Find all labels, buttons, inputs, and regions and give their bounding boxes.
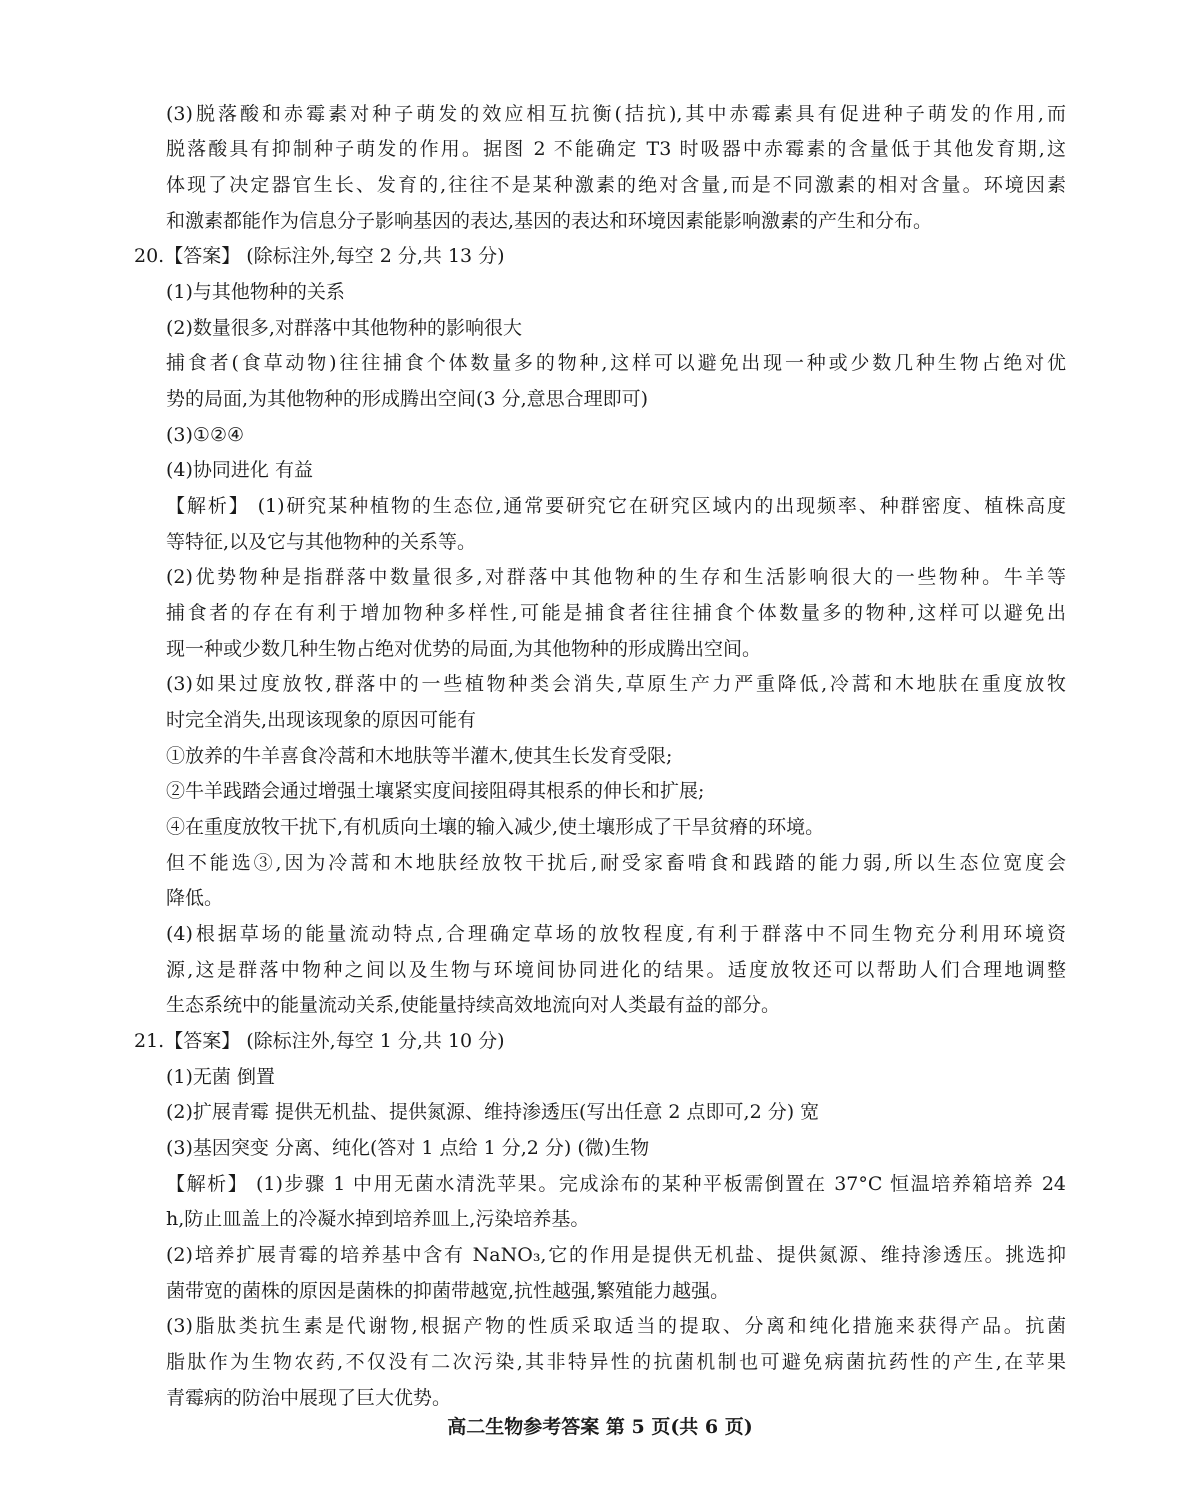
- text-line: 生态系统中的能量流动关系,使能量持续高效地流向对人类最有益的部分。: [166, 994, 781, 1016]
- text-line: (2)优势物种是指群落中数量很多,对群落中其他物种的生存和生活影响很大的一些物种。牛羊等: [166, 566, 1066, 588]
- text-line: (3)脱落酸和赤霉素对种子萌发的效应相互抗衡(拮抗),其中赤霉素具有促进种子萌发的作用,而: [166, 103, 1066, 125]
- answer-heading-20: 20.【答案】 (除标注外,每空 2 分,共 13 分): [134, 245, 505, 267]
- text-line: ①放养的牛羊喜食冷蒿和木地肤等半灌木,使其生长发育受限;: [166, 745, 673, 767]
- text-line: 脂肽作为生物农药,不仅没有二次污染,其非特异性的抗菌机制也可避免病菌抗药性的产生,在苹果: [166, 1351, 1066, 1373]
- text-line: ④在重度放牧干扰下,有机质向土壤的输入减少,使土壤形成了干旱贫瘠的环境。: [166, 816, 825, 838]
- text-line: (3)基因突变 分离、纯化(答对 1 点给 1 分,2 分) (微)生物: [166, 1137, 650, 1159]
- text-line: 菌带宽的菌株的原因是菌株的抑菌带越宽,抗性越强,繁殖能力越强。: [166, 1280, 730, 1302]
- text-line: (1)与其他物种的关系: [166, 281, 345, 303]
- text-line: 青霉病的防治中展现了巨大优势。: [166, 1387, 452, 1409]
- text-line: (4)根据草场的能量流动特点,合理确定草场的放牧程度,有利于群落中不同生物充分利用环境资: [166, 923, 1066, 945]
- analysis-line: 【解析】 (1)步骤 1 中用无菌水清洗苹果。完成涂布的某种平板需倒置在 37°C 恒温培养箱培养 24: [166, 1173, 1066, 1195]
- text-line: 源,这是群落中物种之间以及生物与环境间协同进化的结果。适度放牧还可以帮助人们合理地调整: [166, 959, 1066, 981]
- answer-heading-21: 21.【答案】 (除标注外,每空 1 分,共 10 分): [134, 1030, 505, 1052]
- text-line: (4)协同进化 有益: [166, 459, 313, 481]
- analysis-line: 【解析】 (1)研究某种植物的生态位,通常要研究它在研究区域内的出现频率、种群密度、植株高度: [166, 495, 1066, 517]
- text-line: ②牛羊践踏会通过增强土壤紧实度间接阻碍其根系的伸长和扩展;: [166, 780, 705, 802]
- page-footer: 高二生物参考答案 第 5 页(共 6 页): [447, 1416, 753, 1438]
- text-line: 时完全消失,出现该现象的原因可能有: [166, 709, 477, 731]
- text-line: h,防止皿盖上的冷凝水掉到培养皿上,污染培养基。: [166, 1208, 590, 1230]
- text-line: (2)扩展青霉 提供无机盐、提供氮源、维持渗透压(写出任意 2 点即可,2 分) 宽: [166, 1101, 820, 1123]
- text-line: (2)数量很多,对群落中其他物种的影响很大: [166, 317, 522, 339]
- text-line: (3)脂肽类抗生素是代谢物,根据产物的性质采取适当的提取、分离和纯化措施来获得产品。抗菌: [166, 1315, 1066, 1337]
- text-line: (2)培养扩展青霉的培养基中含有 NaNO₃,它的作用是提供无机盐、提供氮源、维持渗透压。挑选抑: [166, 1244, 1066, 1266]
- text-line: (1)无菌 倒置: [166, 1066, 275, 1088]
- text-line: 捕食者(食草动物)往往捕食个体数量多的物种,这样可以避免出现一种或少数几种生物占绝对优: [166, 352, 1066, 374]
- text-line: (3)如果过度放牧,群落中的一些植物种类会消失,草原生产力严重降低,冷蒿和木地肤在重度放牧: [166, 673, 1066, 695]
- text-line: 但不能选③,因为冷蒿和木地肤经放牧干扰后,耐受家畜啃食和践踏的能力弱,所以生态位宽度会: [166, 852, 1066, 874]
- text-line: 捕食者的存在有利于增加物种多样性,可能是捕食者往往捕食个体数量多的物种,这样可以避免出: [166, 602, 1066, 624]
- text-line: 现一种或少数几种生物占绝对优势的局面,为其他物种的形成腾出空间。: [166, 638, 762, 660]
- text-line: 降低。: [166, 887, 224, 909]
- text-line: 脱落酸具有抑制种子萌发的作用。据图 2 不能确定 T3 时吸器中赤霉素的含量低于其他发育期,这: [166, 138, 1066, 160]
- text-line: 等特征,以及它与其他物种的关系等。: [166, 531, 477, 553]
- text-line: 体现了决定器官生长、发育的,往往不是某种激素的绝对含量,而是不同激素的相对含量。环境因素: [166, 174, 1066, 196]
- text-line: (3)①②④: [166, 424, 245, 446]
- text-line: 势的局面,为其他物种的形成腾出空间(3 分,意思合理即可): [166, 388, 649, 410]
- text-line: 和激素都能作为信息分子影响基因的表达,基因的表达和环境因素能影响激素的产生和分布。: [166, 210, 933, 232]
